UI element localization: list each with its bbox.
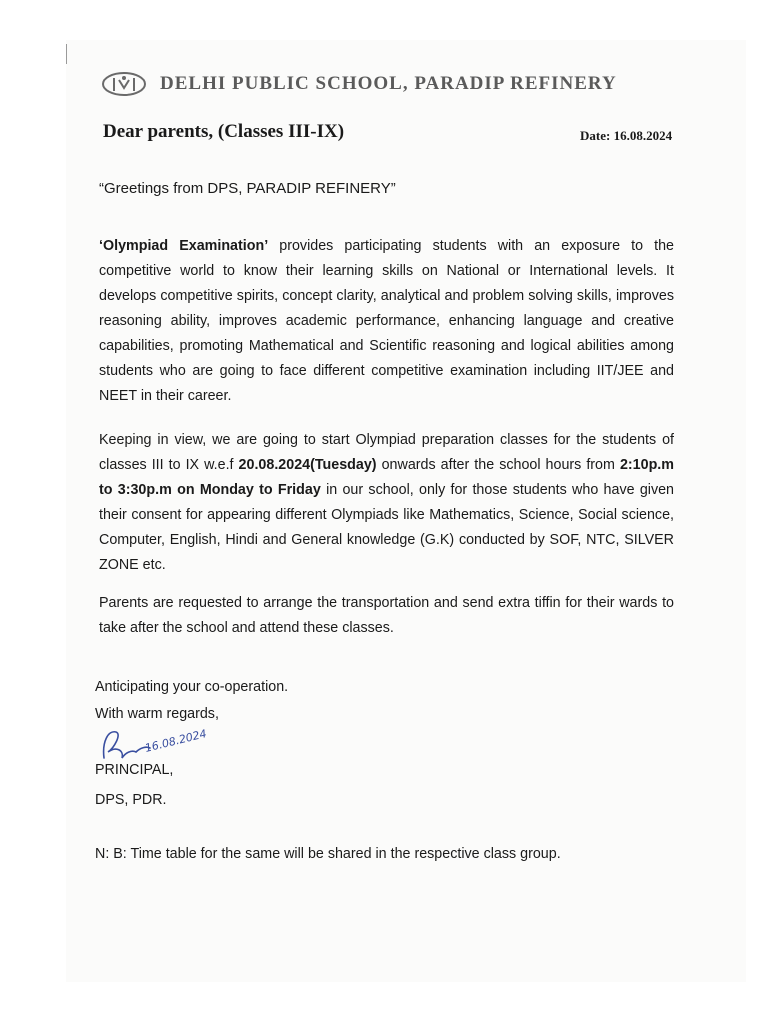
closing-line-1: Anticipating your co-operation.	[95, 679, 289, 695]
school-name: DELHI PUBLIC SCHOOL, PARADIP REFINERY	[160, 73, 617, 94]
schedule-text-1: Keeping in view, we are going to start Olympiad preparation classes for the students of classes III to IX w.e.f	[99, 432, 674, 473]
start-date: 20.08.2024(Tuesday)	[238, 457, 377, 473]
greeting: “Greetings from DPS, PARADIP REFINERY”	[99, 180, 396, 197]
date-label: Date:	[580, 128, 611, 143]
schedule-paragraph	[99, 428, 674, 578]
salutation: Dear parents, (Classes III-IX)	[103, 121, 345, 142]
letter-date	[580, 128, 672, 144]
schedule-text-2: onwards after the school hours from	[376, 457, 620, 473]
letterhead	[100, 70, 617, 98]
scan-mark	[66, 44, 67, 64]
svg-text:16.08.2024: 16.08.2024	[143, 727, 208, 755]
nb-note: N: B: Time table for the same will be shared in the respective class group.	[95, 846, 561, 862]
signer-org: DPS, PDR.	[95, 792, 167, 808]
closing-line-2: With warm regards,	[95, 706, 219, 722]
date-value: 16.08.2024	[613, 128, 673, 143]
schedule-text-3: in our school, only for those students who have given their consent for appearing different Olympiads like Mathematics, Science, Social science, Computer, English, Hindi and General knowledge (G.K) conducted by SOF, NTC, SILVER ZONE etc.	[99, 482, 675, 573]
transport-paragraph: Parents are requested to arrange the transportation and send extra tiffin for their wards to take after the school and attend these classes.	[99, 595, 674, 636]
class-timing: 2:10p.m to 3:30p.m on Monday to Friday	[99, 457, 674, 498]
signer-title: PRINCIPAL,	[95, 762, 174, 778]
olympiad-lead: ‘Olympiad Examination’	[99, 238, 269, 254]
olympiad-paragraph	[99, 234, 674, 409]
school-crest-icon	[100, 70, 148, 98]
olympiad-text: provides participating students with an exposure to the competitive world to know their learning skills on National or International levels. It develops competitive spirits, concept clarity, analytical and problem solving skills, improves reasoning ability, improves academic performance, enhancing language and creative capabilities, promoting Mathematical and Scientific reasoning and logical abilities among students who are going to face different competitive examination including IIT/JEE and NEET in their career.	[99, 238, 674, 404]
